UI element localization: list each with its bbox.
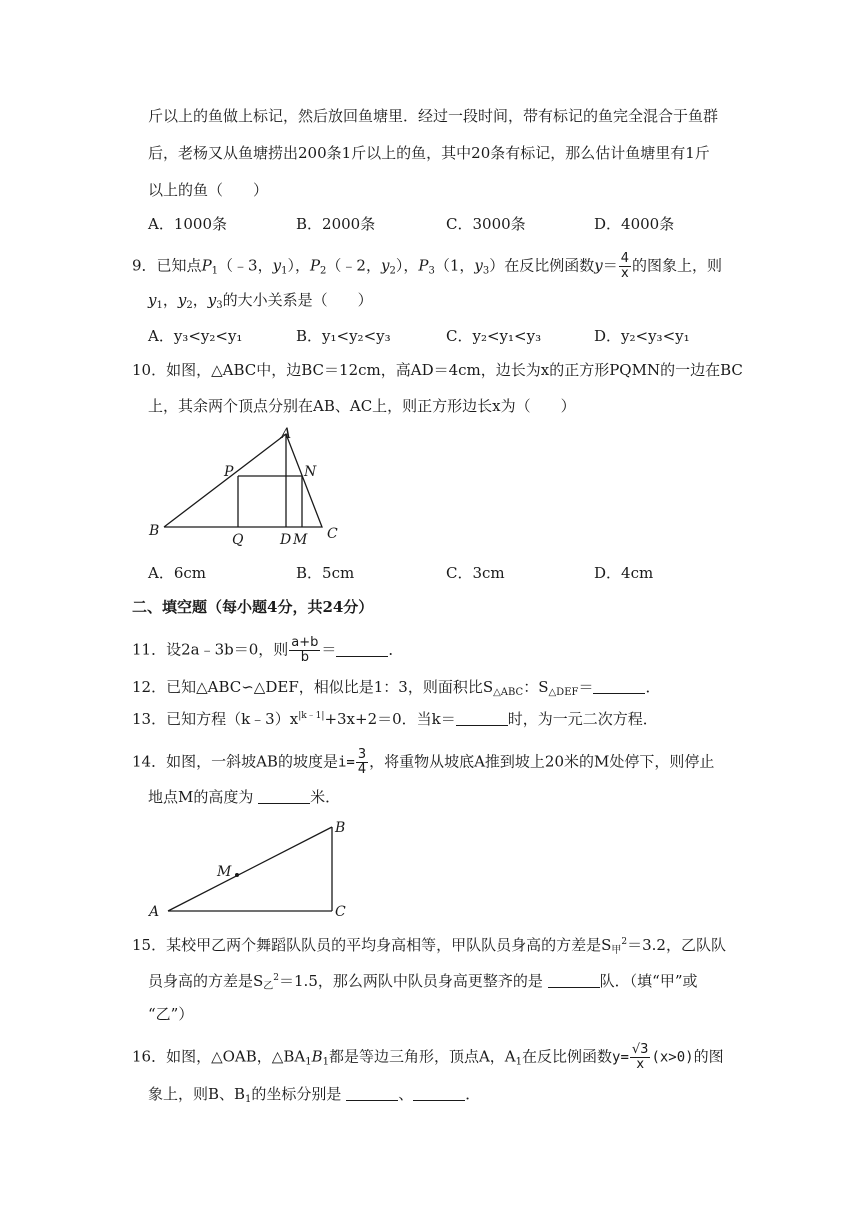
label-n: N	[304, 464, 317, 480]
q16-answer-blank-b1[interactable]	[413, 1086, 465, 1101]
q10-number: 10．	[132, 361, 167, 379]
q9-fraction: $\frac{4}{x}$	[620, 251, 630, 281]
label-q: Q	[232, 532, 244, 548]
q11-line: 11．设2a﹣3b＝0，则 $\frac{a+b}{b}$ ＝ ．	[132, 635, 404, 665]
label-c: C	[335, 904, 346, 920]
label-c: C	[327, 526, 338, 542]
q10-option-a: A．6cm	[148, 564, 207, 582]
q10-option-d: D．4cm	[594, 564, 654, 582]
q10-line1: 10．如图，△ABC中，边BC＝12cm，高AD＝4cm，边长为x的正方形PQMN的一边在BC	[132, 361, 743, 379]
q14-slope-fraction: $\frac{3}{4}$	[357, 747, 367, 777]
q10-line2: 上，其余两个顶点分别在AB、AC上，则正方形边长x为（ ）	[148, 397, 576, 415]
label-a: A	[149, 904, 160, 920]
q9-option-c: C．y₂<y₁<y₃	[446, 327, 542, 345]
q14-line2: 地点M的高度为 米．	[148, 788, 341, 806]
q9-text-b: 在反比例函数	[504, 256, 595, 275]
q9-option-a: A．y₃<y₂<y₁	[148, 327, 243, 345]
q15-line1: 15．某校甲乙两个舞蹈队队员的平均身高相等，甲队队员身高的方差是$S_甲^2=3.2$，乙队队	[132, 936, 726, 956]
q14-slope-figure	[140, 816, 360, 924]
q8-line3: 以上的鱼（ ）	[148, 181, 269, 199]
q10-triangle-figure	[140, 422, 350, 552]
q9-text-c: 的图象上，则	[632, 256, 723, 275]
label-a: A	[281, 426, 292, 442]
q8-line2: 后，老杨又从鱼塘捞出200条1斤以上的鱼，其中20条有标记，那么估计鱼塘里有1斤	[148, 144, 710, 162]
q9-line1: 9．已知点$P_1(﹣3$，$y_1$），$P_2(﹣2$，$y_2$），$P_3(1$，$y_3$）在反比例函数y＝ $\frac{4}{x}$ 的图象上，则	[132, 251, 723, 281]
q9-text-a: 已知点	[156, 256, 202, 275]
label-b: B	[149, 523, 160, 539]
q10-option-b: B．5cm	[296, 564, 355, 582]
q13-answer-blank[interactable]	[456, 711, 508, 726]
q13-line: 13．已知方程$(k﹣3)x^{|k﹣1|}+3x+2=0$．当k＝ 时，为一元二次方程．	[132, 710, 658, 728]
q12-line: 12．已知△ABC∽△DEF，相似比是1：3，则面积比$S_{\triangle ABC}$：$S_{\triangle DEF}=$ ．	[132, 678, 661, 698]
q11-fraction: $\frac{a+b}{b}$	[291, 635, 319, 665]
q9-option-b: B．y₁<y₂<y₃	[296, 327, 391, 345]
q16-answer-blank-b[interactable]	[346, 1086, 398, 1101]
label-d: D	[280, 532, 292, 548]
q11-answer-blank[interactable]	[336, 642, 388, 657]
q9-number: 9．	[132, 256, 157, 275]
q8-line1: 斤以上的鱼做上标记，然后放回鱼塘里．经过一段时间，带有标记的鱼完全混合于鱼群	[148, 107, 719, 125]
slope-ab	[168, 827, 332, 911]
section-heading: 二、填空题（每小题4分，共24分）	[132, 598, 374, 616]
q15-line2: 员身高的方差是$S_乙^2=1.5$，那么两队中队员身高更整齐的是 队．（填“甲”或	[148, 972, 698, 992]
label-p: P	[224, 464, 234, 480]
q9-line2: $y_1$，$y_2$，$y_3$的大小关系是（ ）	[148, 291, 373, 311]
q12-answer-blank[interactable]	[593, 679, 645, 694]
label-b: B	[335, 820, 346, 836]
q14-answer-blank[interactable]	[258, 789, 310, 804]
label-m: M	[293, 532, 308, 548]
label-m: M	[217, 864, 232, 880]
q8-option-a: A．1000条	[148, 215, 228, 233]
q8-option-d: D．4000条	[594, 215, 675, 233]
q16-function-fraction: $\frac{√3}{x}$	[631, 1042, 649, 1072]
q9-option-d: D．y₂<y₃<y₁	[594, 327, 690, 345]
q15-answer-blank[interactable]	[548, 973, 600, 988]
point-m	[235, 873, 239, 877]
q16-line2: 象上，则B、$B_1$的坐标分别是 、 ．	[148, 1085, 481, 1105]
q8-option-c: C．3000条	[446, 215, 526, 233]
q14-line1: 14．如图，一斜坡AB的坡度是i= $\frac{3}{4}$ ，将重物从坡底A推到坡上20米的M处停下，则停止	[132, 747, 715, 777]
q10-option-c: C．3cm	[446, 564, 505, 582]
q16-line1: 16．如图，△OAB，$\triangle BA_1B_1$都是等边三角形，顶点A，$A_1$在反比例函数y= $\frac{√3}{x}$ (x>0)的图	[132, 1042, 724, 1072]
q15-line3: “乙”）	[148, 1005, 194, 1023]
q8-option-b: B．2000条	[296, 215, 376, 233]
triangle-abc	[164, 434, 322, 527]
